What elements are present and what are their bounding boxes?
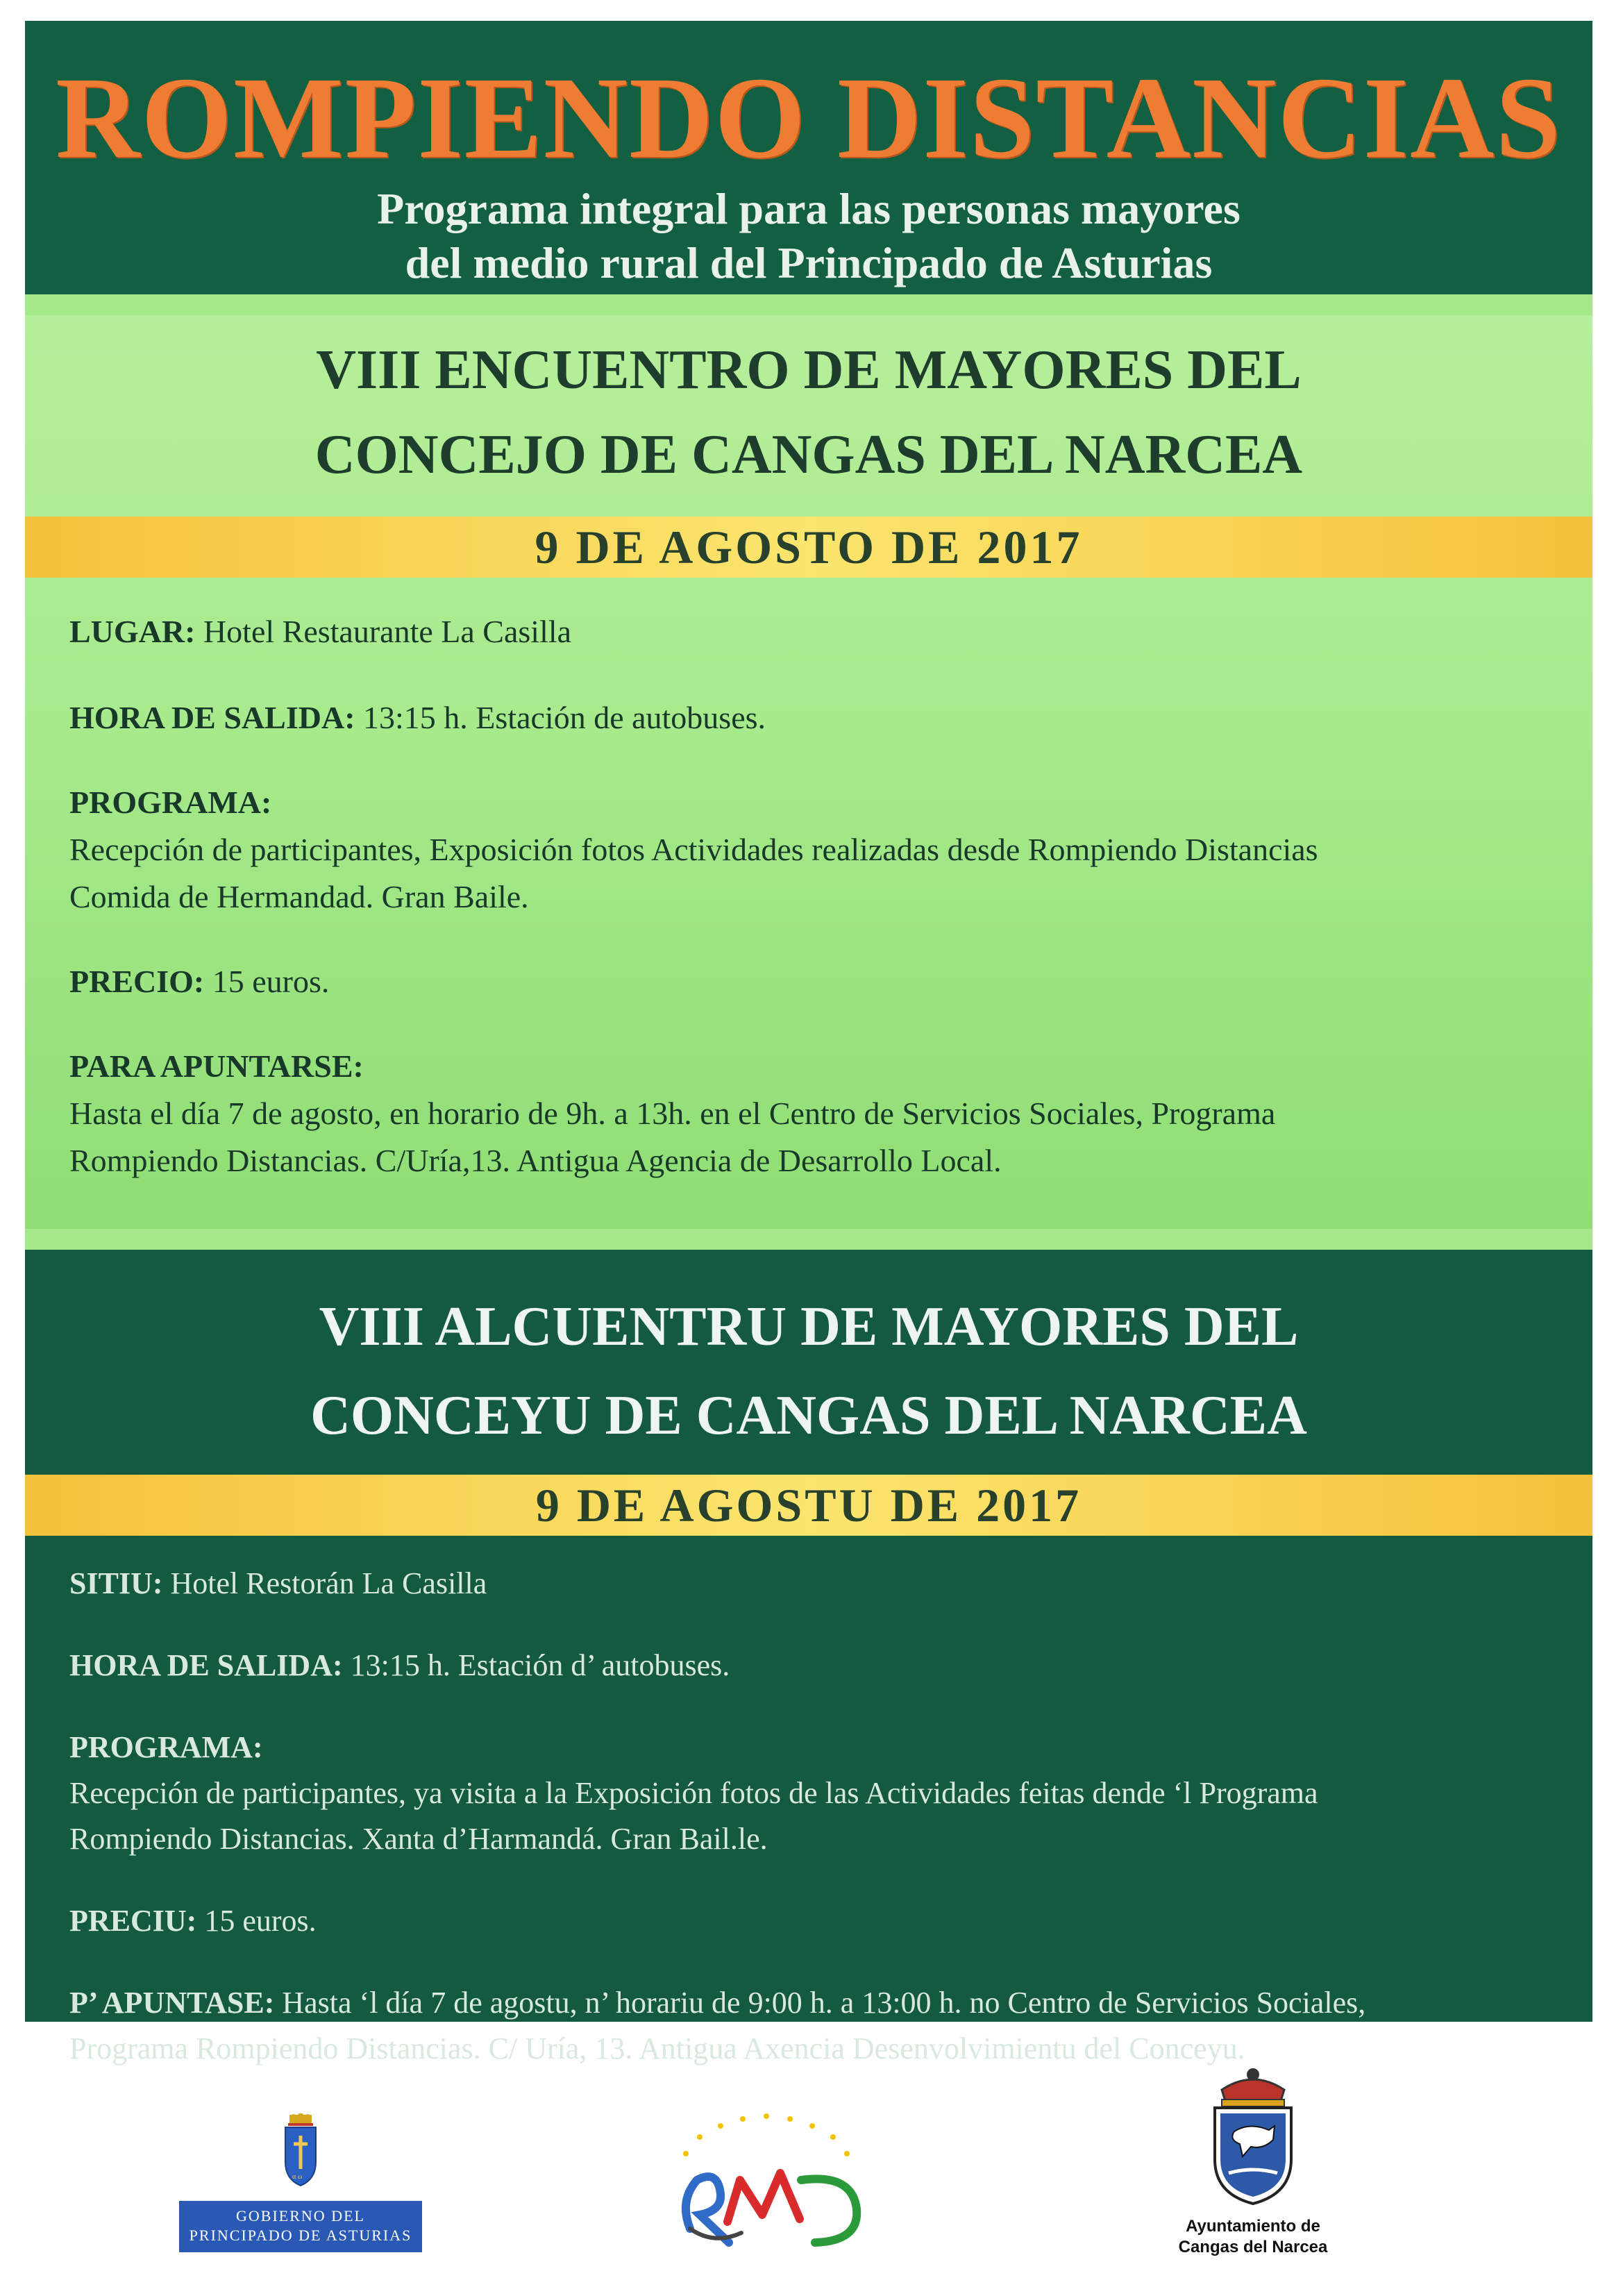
asturian-date-bar: 9 DE AGOSTU DE 2017 <box>25 1475 1592 1536</box>
poster <box>25 21 1592 2065</box>
sitiu-value: Hotel Restorán La Casilla <box>162 1566 487 1600</box>
precio-label: PRECIO: <box>69 964 205 999</box>
programa-line-1: Recepción de participantes, Exposición fotos Actividades realizadas desde Rompiendo Distancias <box>69 832 1318 867</box>
spanish-heading-line-1: VIII ENCUENTRO DE MAYORES DEL <box>316 340 1302 401</box>
apuntase-line-1: Hasta ‘l día 7 de agostu, n’ horariu de 9:00 h. a 13:00 h. no Centro de Servicios Sociales, <box>274 1986 1366 2020</box>
cangas-coat-of-arms-icon <box>1201 2062 1305 2208</box>
asturian-programa-line-2: Rompiendo Distancias. Xanta d’Harmandá. Gran Bail.le. <box>69 1822 768 1856</box>
apuntase-line-2: Programa Rompiendo Distancias. C/ Uría, 13. Antigua Axencia Desenvolvimientu del Conceyu. <box>69 2031 1245 2065</box>
subtitle <box>25 182 1592 290</box>
asturian-section <box>25 1250 1592 2065</box>
rmd-logo-icon <box>651 2097 901 2263</box>
logos-footer <box>0 2048 1623 2296</box>
preciu-row <box>69 1898 1576 1944</box>
spanish-info <box>69 608 1576 1184</box>
apuntarse-label: PARA APUNTARSE: <box>69 1048 364 1084</box>
ayuntamiento-line-2: Cangas del Narcea <box>1178 2238 1328 2256</box>
ayuntamiento-label <box>1138 2216 1368 2258</box>
asturian-programa-line-1: Recepción de participantes, ya visita a la Exposición fotos de las Actividades feitas dende ‘l Programa <box>69 1776 1318 1810</box>
salida-label: HORA DE SALIDA: <box>69 700 355 735</box>
asturian-salida-label: HORA DE SALIDA: <box>69 1648 343 1682</box>
salida-value: 13:15 h. Estación de autobuses. <box>355 700 766 735</box>
asturian-programa-label: PROGRAMA: <box>69 1730 263 1764</box>
ayuntamiento-logo <box>1138 2062 1368 2270</box>
header-band <box>25 21 1592 294</box>
asturian-heading-line-1: VIII ALCUENTRU DE MAYORES DEL <box>319 1296 1299 1357</box>
asturias-shield-icon <box>280 2113 321 2190</box>
main-title: ROMPIENDO DISTANCIAS <box>56 53 1562 183</box>
subtitle-line-2: del medio rural del Principado de Asturias <box>405 238 1213 287</box>
apuntase-label: P’ APUNTASE: <box>69 1986 275 2020</box>
lugar-label: LUGAR: <box>69 614 196 649</box>
rmd-logo <box>651 2097 901 2263</box>
sitiu-label: SITIU: <box>69 1566 163 1600</box>
preciu-label: PRECIU: <box>69 1904 197 1938</box>
programa-label: PROGRAMA: <box>69 785 272 820</box>
svg-text:α ω: α ω <box>292 2173 303 2181</box>
asturian-heading-line-2: CONCEYU DE CANGAS DEL NARCEA <box>310 1385 1307 1446</box>
spanish-date-bar: 9 DE AGOSTO DE 2017 <box>25 517 1592 578</box>
apuntarse-line-1: Hasta el día 7 de agosto, en horario de 9h. a 13h. en el Centro de Servicios Sociales, Programa <box>69 1096 1276 1131</box>
asturian-salida-value: 13:15 h. Estación d’ autobuses. <box>342 1648 730 1682</box>
lugar-row <box>69 608 1576 655</box>
apuntase-row <box>69 1980 1576 2026</box>
precio-row <box>69 958 1576 1005</box>
salida-row <box>69 694 1576 741</box>
subtitle-line-1: Programa integral para las personas mayores <box>377 184 1241 233</box>
programa-line-2: Comida de Hermandad. Gran Baile. <box>69 879 529 914</box>
spanish-section <box>25 294 1592 1250</box>
spanish-heading-line-2: CONCEJO DE CANGAS DEL NARCEA <box>314 424 1303 485</box>
gobierno-line-2: PRINCIPADO DE ASTURIAS <box>189 2227 412 2244</box>
ayuntamiento-line-1: Ayuntamiento de <box>1186 2217 1320 2236</box>
apuntarse-line-2: Rompiendo Distancias. C/Uría,13. Antigua Agencia de Desarrollo Local. <box>69 1143 1002 1178</box>
gobierno-asturias-logo <box>179 2097 422 2263</box>
asturian-salida-row <box>69 1643 1576 1689</box>
lugar-value: Hotel Restaurante La Casilla <box>195 614 572 649</box>
gobierno-label <box>179 2201 422 2252</box>
sitiu-row <box>69 1561 1576 1607</box>
asturian-info <box>69 1561 1576 2072</box>
gobierno-line-1: GOBIERNO DEL <box>236 2207 365 2224</box>
preciu-value: 15 euros. <box>196 1904 317 1938</box>
precio-value: 15 euros. <box>204 964 330 999</box>
